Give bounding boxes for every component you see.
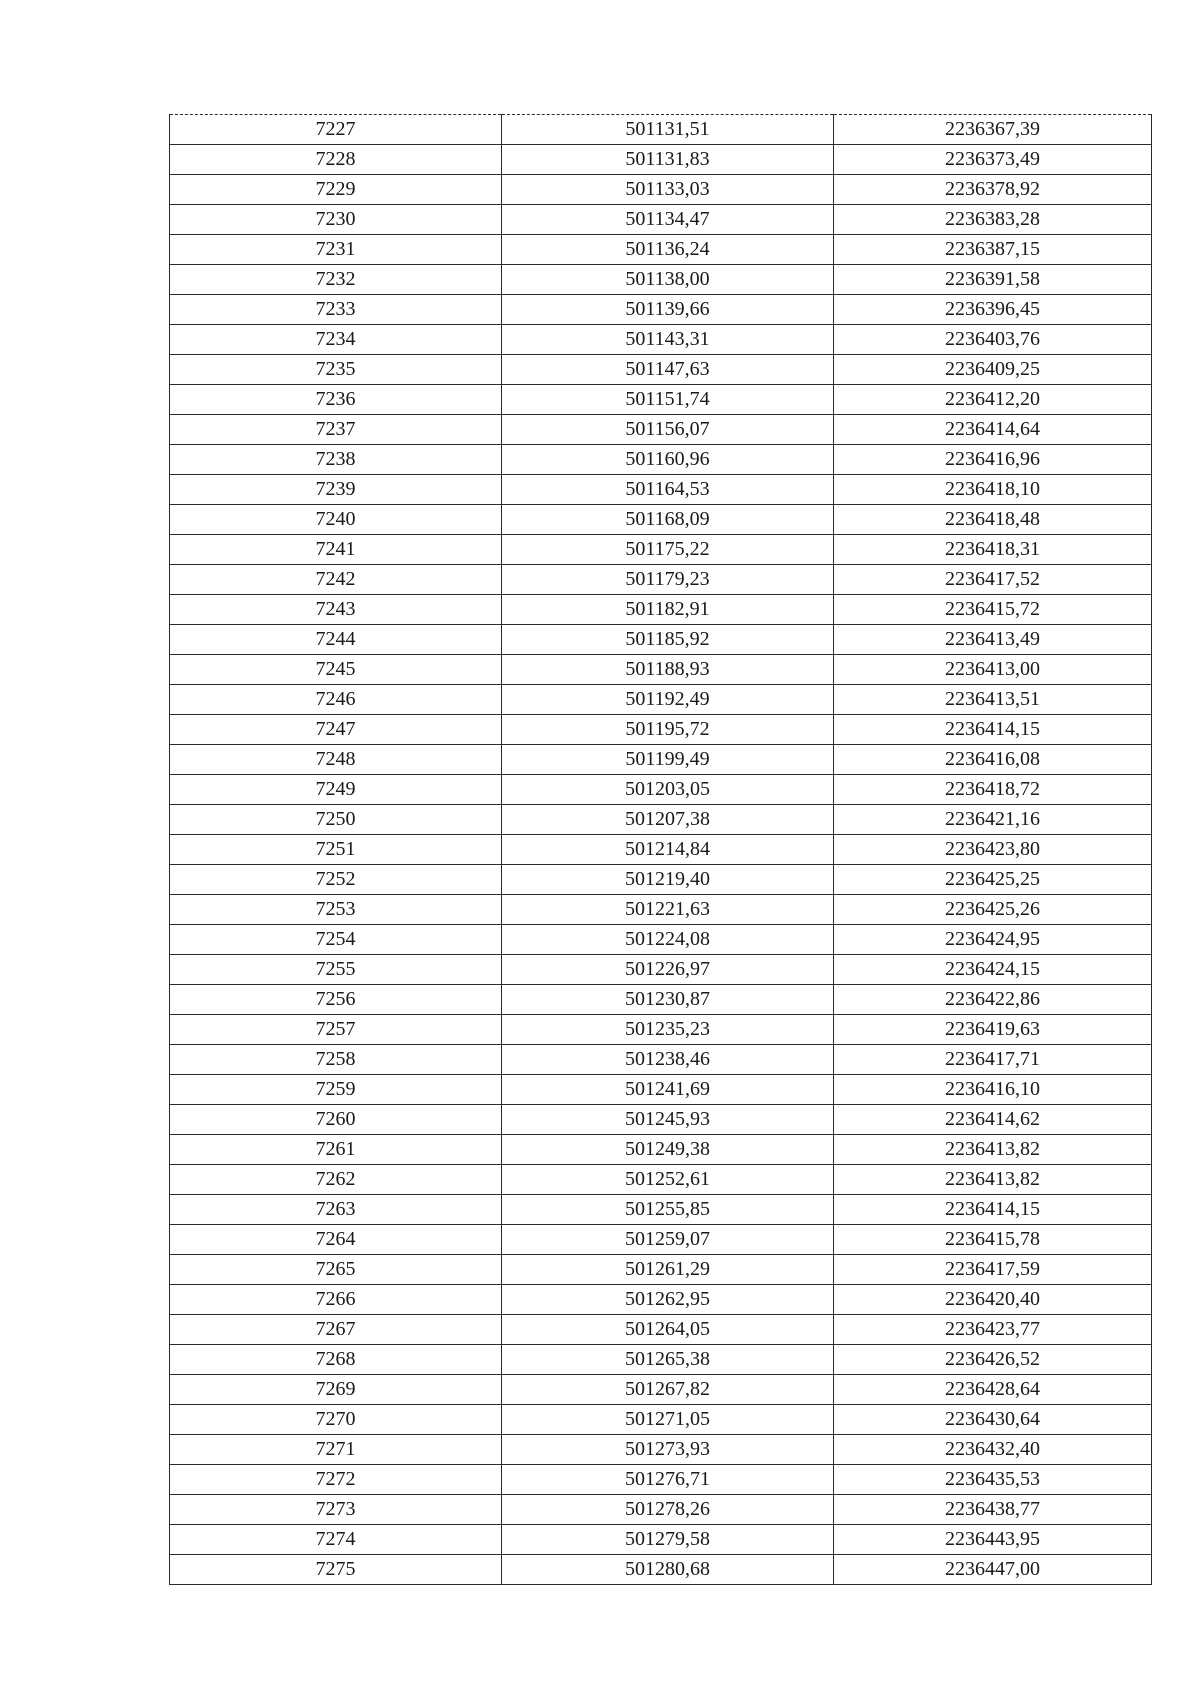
y-coordinate-cell: 2236424,15 [834,955,1152,985]
point-number-cell: 7262 [170,1165,502,1195]
x-coordinate-cell: 501138,00 [502,265,834,295]
table-row [170,925,1152,955]
point-number-cell: 7260 [170,1105,502,1135]
x-coordinate-cell: 501278,26 [502,1495,834,1525]
y-coordinate-cell: 2236426,52 [834,1345,1152,1375]
x-coordinate-cell: 501131,51 [502,115,834,145]
x-coordinate-cell: 501219,40 [502,865,834,895]
table-row [170,445,1152,475]
y-coordinate-cell: 2236403,76 [834,325,1152,355]
point-number-cell: 7231 [170,235,502,265]
table-row [170,1525,1152,1555]
point-number-cell: 7252 [170,865,502,895]
point-number-cell: 7239 [170,475,502,505]
table-row [170,265,1152,295]
x-coordinate-cell: 501259,07 [502,1225,834,1255]
table-row [170,1555,1152,1585]
y-coordinate-cell: 2236414,64 [834,415,1152,445]
x-coordinate-cell: 501276,71 [502,1465,834,1495]
point-number-cell: 7241 [170,535,502,565]
y-coordinate-cell: 2236438,77 [834,1495,1152,1525]
table-row [170,775,1152,805]
table-row [170,1345,1152,1375]
table-row [170,1405,1152,1435]
table-row [170,1435,1152,1465]
x-coordinate-cell: 501175,22 [502,535,834,565]
x-coordinate-cell: 501249,38 [502,1135,834,1165]
table-row [170,295,1152,325]
point-number-cell: 7271 [170,1435,502,1465]
x-coordinate-cell: 501235,23 [502,1015,834,1045]
y-coordinate-cell: 2236414,62 [834,1105,1152,1135]
x-coordinate-cell: 501143,31 [502,325,834,355]
table-row [170,655,1152,685]
y-coordinate-cell: 2236412,20 [834,385,1152,415]
coordinates-table-body [170,115,1152,1585]
point-number-cell: 7238 [170,445,502,475]
point-number-cell: 7240 [170,505,502,535]
table-row [170,235,1152,265]
point-number-cell: 7234 [170,325,502,355]
point-number-cell: 7249 [170,775,502,805]
x-coordinate-cell: 501195,72 [502,715,834,745]
y-coordinate-cell: 2236417,59 [834,1255,1152,1285]
point-number-cell: 7263 [170,1195,502,1225]
table-row [170,505,1152,535]
x-coordinate-cell: 501147,63 [502,355,834,385]
point-number-cell: 7235 [170,355,502,385]
table-row [170,1315,1152,1345]
point-number-cell: 7254 [170,925,502,955]
y-coordinate-cell: 2236443,95 [834,1525,1152,1555]
x-coordinate-cell: 501226,97 [502,955,834,985]
y-coordinate-cell: 2236413,00 [834,655,1152,685]
table-row [170,1195,1152,1225]
x-coordinate-cell: 501134,47 [502,205,834,235]
table-row [170,175,1152,205]
y-coordinate-cell: 2236396,45 [834,295,1152,325]
table-row [170,715,1152,745]
y-coordinate-cell: 2236383,28 [834,205,1152,235]
x-coordinate-cell: 501156,07 [502,415,834,445]
point-number-cell: 7269 [170,1375,502,1405]
y-coordinate-cell: 2236413,82 [834,1135,1152,1165]
table-row [170,1255,1152,1285]
y-coordinate-cell: 2236413,82 [834,1165,1152,1195]
point-number-cell: 7250 [170,805,502,835]
point-number-cell: 7257 [170,1015,502,1045]
point-number-cell: 7255 [170,955,502,985]
point-number-cell: 7242 [170,565,502,595]
x-coordinate-cell: 501136,24 [502,235,834,265]
y-coordinate-cell: 2236414,15 [834,1195,1152,1225]
point-number-cell: 7244 [170,625,502,655]
point-number-cell: 7261 [170,1135,502,1165]
x-coordinate-cell: 501160,96 [502,445,834,475]
point-number-cell: 7272 [170,1465,502,1495]
y-coordinate-cell: 2236432,40 [834,1435,1152,1465]
x-coordinate-cell: 501131,83 [502,145,834,175]
table-row [170,1495,1152,1525]
coordinates-table [169,114,1152,1585]
point-number-cell: 7233 [170,295,502,325]
x-coordinate-cell: 501179,23 [502,565,834,595]
x-coordinate-cell: 501255,85 [502,1195,834,1225]
y-coordinate-cell: 2236414,15 [834,715,1152,745]
y-coordinate-cell: 2236421,16 [834,805,1152,835]
point-number-cell: 7251 [170,835,502,865]
y-coordinate-cell: 2236378,92 [834,175,1152,205]
point-number-cell: 7246 [170,685,502,715]
x-coordinate-cell: 501271,05 [502,1405,834,1435]
y-coordinate-cell: 2236409,25 [834,355,1152,385]
table-row [170,535,1152,565]
table-row [170,955,1152,985]
y-coordinate-cell: 2236425,25 [834,865,1152,895]
y-coordinate-cell: 2236430,64 [834,1405,1152,1435]
y-coordinate-cell: 2236413,49 [834,625,1152,655]
x-coordinate-cell: 501261,29 [502,1255,834,1285]
point-number-cell: 7268 [170,1345,502,1375]
table-row [170,1015,1152,1045]
x-coordinate-cell: 501264,05 [502,1315,834,1345]
x-coordinate-cell: 501168,09 [502,505,834,535]
x-coordinate-cell: 501265,38 [502,1345,834,1375]
point-number-cell: 7267 [170,1315,502,1345]
table-row [170,685,1152,715]
table-row [170,355,1152,385]
y-coordinate-cell: 2236418,10 [834,475,1152,505]
point-number-cell: 7247 [170,715,502,745]
point-number-cell: 7236 [170,385,502,415]
table-row [170,985,1152,1015]
y-coordinate-cell: 2236413,51 [834,685,1152,715]
x-coordinate-cell: 501139,66 [502,295,834,325]
x-coordinate-cell: 501182,91 [502,595,834,625]
point-number-cell: 7264 [170,1225,502,1255]
x-coordinate-cell: 501199,49 [502,745,834,775]
y-coordinate-cell: 2236423,77 [834,1315,1152,1345]
y-coordinate-cell: 2236415,72 [834,595,1152,625]
table-row [170,1045,1152,1075]
point-number-cell: 7237 [170,415,502,445]
x-coordinate-cell: 501245,93 [502,1105,834,1135]
x-coordinate-cell: 501262,95 [502,1285,834,1315]
y-coordinate-cell: 2236424,95 [834,925,1152,955]
y-coordinate-cell: 2236425,26 [834,895,1152,925]
point-number-cell: 7232 [170,265,502,295]
point-number-cell: 7275 [170,1555,502,1585]
y-coordinate-cell: 2236418,31 [834,535,1152,565]
x-coordinate-cell: 501192,49 [502,685,834,715]
point-number-cell: 7227 [170,115,502,145]
x-coordinate-cell: 501280,68 [502,1555,834,1585]
point-number-cell: 7274 [170,1525,502,1555]
table-row [170,1135,1152,1165]
y-coordinate-cell: 2236418,48 [834,505,1152,535]
table-row [170,115,1152,145]
table-row [170,745,1152,775]
table-row [170,1285,1152,1315]
table-row [170,475,1152,505]
x-coordinate-cell: 501279,58 [502,1525,834,1555]
point-number-cell: 7228 [170,145,502,175]
point-number-cell: 7248 [170,745,502,775]
point-number-cell: 7259 [170,1075,502,1105]
y-coordinate-cell: 2236435,53 [834,1465,1152,1495]
x-coordinate-cell: 501207,38 [502,805,834,835]
x-coordinate-cell: 501230,87 [502,985,834,1015]
point-number-cell: 7258 [170,1045,502,1075]
point-number-cell: 7265 [170,1255,502,1285]
point-number-cell: 7230 [170,205,502,235]
x-coordinate-cell: 501203,05 [502,775,834,805]
y-coordinate-cell: 2236428,64 [834,1375,1152,1405]
y-coordinate-cell: 2236391,58 [834,265,1152,295]
table-row [170,625,1152,655]
y-coordinate-cell: 2236447,00 [834,1555,1152,1585]
y-coordinate-cell: 2236419,63 [834,1015,1152,1045]
y-coordinate-cell: 2236418,72 [834,775,1152,805]
x-coordinate-cell: 501224,08 [502,925,834,955]
x-coordinate-cell: 501185,92 [502,625,834,655]
table-row [170,1465,1152,1495]
table-row [170,325,1152,355]
y-coordinate-cell: 2236417,71 [834,1045,1152,1075]
table-row [170,1075,1152,1105]
y-coordinate-cell: 2236415,78 [834,1225,1152,1255]
x-coordinate-cell: 501164,53 [502,475,834,505]
point-number-cell: 7243 [170,595,502,625]
table-row [170,1165,1152,1195]
point-number-cell: 7253 [170,895,502,925]
x-coordinate-cell: 501221,63 [502,895,834,925]
point-number-cell: 7270 [170,1405,502,1435]
x-coordinate-cell: 501267,82 [502,1375,834,1405]
table-row [170,205,1152,235]
table-row [170,595,1152,625]
point-number-cell: 7245 [170,655,502,685]
x-coordinate-cell: 501151,74 [502,385,834,415]
y-coordinate-cell: 2236367,39 [834,115,1152,145]
point-number-cell: 7273 [170,1495,502,1525]
table-row [170,895,1152,925]
table-row [170,835,1152,865]
point-number-cell: 7229 [170,175,502,205]
table-row [170,565,1152,595]
x-coordinate-cell: 501214,84 [502,835,834,865]
point-number-cell: 7266 [170,1285,502,1315]
x-coordinate-cell: 501133,03 [502,175,834,205]
table-row [170,865,1152,895]
x-coordinate-cell: 501273,93 [502,1435,834,1465]
table-row [170,1225,1152,1255]
y-coordinate-cell: 2236422,86 [834,985,1152,1015]
x-coordinate-cell: 501188,93 [502,655,834,685]
y-coordinate-cell: 2236416,08 [834,745,1152,775]
y-coordinate-cell: 2236417,52 [834,565,1152,595]
table-row [170,805,1152,835]
table-row [170,415,1152,445]
x-coordinate-cell: 501238,46 [502,1045,834,1075]
x-coordinate-cell: 501252,61 [502,1165,834,1195]
y-coordinate-cell: 2236420,40 [834,1285,1152,1315]
y-coordinate-cell: 2236416,10 [834,1075,1152,1105]
table-row [170,145,1152,175]
table-row [170,1105,1152,1135]
point-number-cell: 7256 [170,985,502,1015]
table-row [170,1375,1152,1405]
x-coordinate-cell: 501241,69 [502,1075,834,1105]
table-row [170,385,1152,415]
y-coordinate-cell: 2236373,49 [834,145,1152,175]
y-coordinate-cell: 2236387,15 [834,235,1152,265]
y-coordinate-cell: 2236423,80 [834,835,1152,865]
y-coordinate-cell: 2236416,96 [834,445,1152,475]
